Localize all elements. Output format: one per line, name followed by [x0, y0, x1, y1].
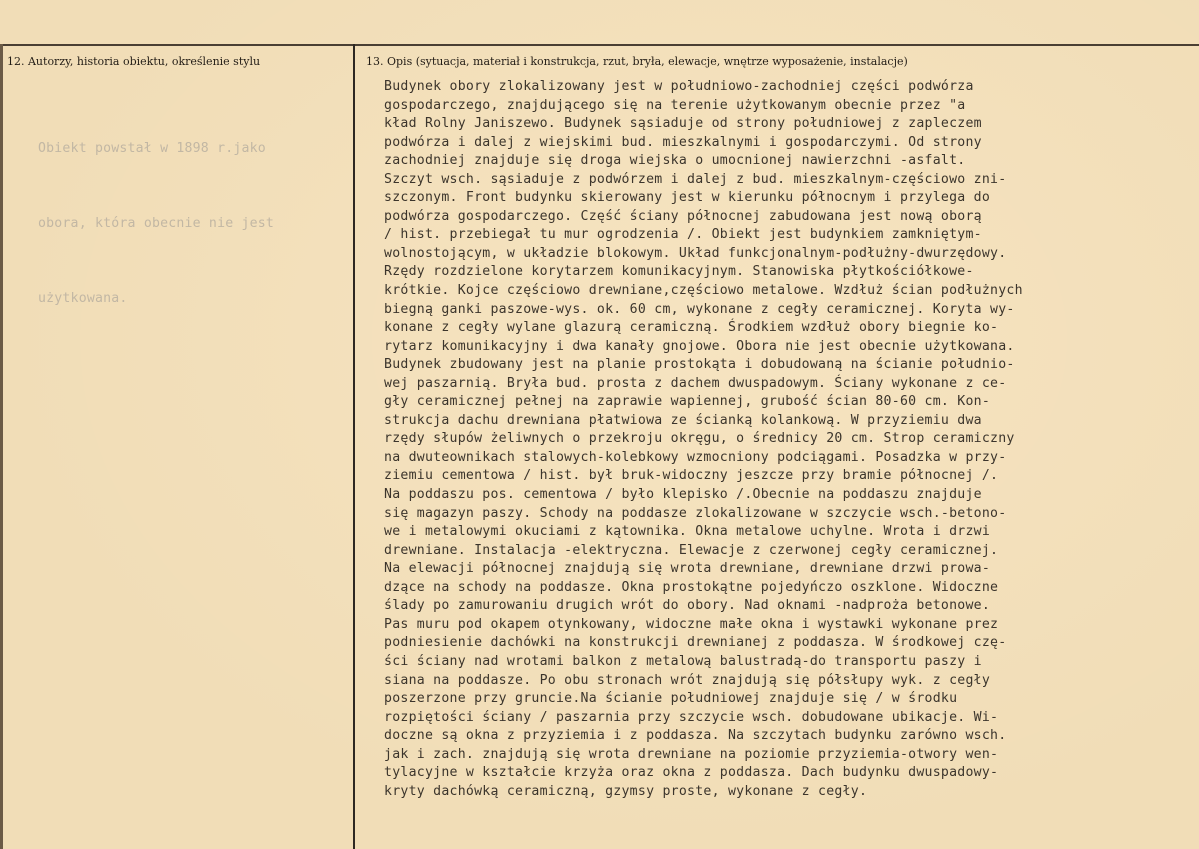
- section-13-body: [384, 78, 1194, 801]
- description-line: ślady po zamurowaniu drugich wrót do obory. Nad oknami -nadproża betonowe.: [384, 598, 991, 614]
- description-line: wolnostojącym, w układzie blokowym. Układ funkcjonalnym-podłużny-dwurzędowy.: [384, 245, 1007, 261]
- description-line: Na poddaszu pos. cementowa / było klepisko /.Obecnie na poddaszu znajduje: [384, 487, 982, 503]
- description-line: konane z cegły wylane glazurą ceramiczną. Środkiem wzdłuż obory biegnie ko-: [384, 320, 999, 336]
- description-line: Budynek zbudowany jest na planie prostokąta i dobudowaną na ścianie południo-: [384, 357, 1015, 373]
- description-line: tylacyjne w kształcie krzyża oraz okna z poddasza. Dach budynku dwuspadowy-: [384, 765, 999, 781]
- description-line: ści ściany nad wrotami balkon z metalową balustradą-do transportu paszy i: [384, 653, 982, 669]
- section-12-body: [38, 86, 338, 361]
- description-line: biegną ganki paszowe-wys. ok. 60 cm, wykonane z cegły ceramicznej. Koryta wy-: [384, 301, 1015, 317]
- section-12-line: użytkowana.: [38, 291, 128, 306]
- description-line: szczonym. Front budynku skierowany jest w kierunku północnym i przylega do: [384, 190, 991, 206]
- description-line: wej paszarnią. Bryła bud. prosta z dachem dwuspadowym. Ściany wykonane z ce-: [384, 375, 1007, 391]
- description-line: rzędy słupów żeliwnych o przekroju okręgu, o średnicy 20 cm. Strop ceramiczny: [384, 431, 1015, 447]
- description-line: podwórza gospodarczego. Część ściany północnej zabudowana jest nową oborą: [384, 208, 982, 224]
- section-12-line: Obiekt powstał w 1898 r.jako: [38, 141, 266, 156]
- description-line: kład Rolny Janiszewo. Budynek sąsiaduje od strony południowej z zapleczem: [384, 116, 982, 132]
- description-line: dzące na schody na poddasze. Okna prostokątne pojedyńczo oszklone. Widoczne: [384, 579, 999, 595]
- description-line: gły ceramicznej pełnej na zaprawie wapiennej, grubość ścian 80-60 cm. Kon-: [384, 394, 991, 410]
- description-line: poszerzone przy gruncie.Na ścianie południowej znajduje się / w środku: [384, 691, 958, 707]
- description-line: Na elewacji północnej znajdują się wrota drewniane, drewniane drzwi prowa-: [384, 561, 991, 577]
- description-line: strukcja dachu drewniana płatwiowa ze ścianką kolankową. W przyziemiu dwa: [384, 412, 982, 428]
- description-line: / hist. przebiegał tu mur ogrodzenia /. Obiekt jest budynkiem zamkniętym-: [384, 227, 982, 243]
- column-divider: [353, 44, 355, 849]
- description-line: na dwuteownikach stalowych-kolebkowy wzmocniony podciągami. Posadzka w przy-: [384, 449, 1007, 465]
- description-line: Pas muru pod okapem otynkowany, widoczne małe okna i wystawki wykonane prez: [384, 616, 999, 632]
- description-line: rozpiętości ściany / paszarnia przy szczycie wsch. dobudowane ubikacje. Wi-: [384, 709, 999, 725]
- left-edge-border: [0, 44, 3, 849]
- description-line: kryty dachówką ceramiczną, gzymsy proste, wykonane z cegły.: [384, 783, 868, 799]
- description-line: jak i zach. znajdują się wrota drewniane na poziomie przyziemia-otwory wen-: [384, 746, 999, 762]
- description-line: rytarz komunikacyjny i dwa kanały gnojowe. Obora nie jest obecnie użytkowana.: [384, 338, 1015, 354]
- section-12-line: obora, która obecnie nie jest: [38, 216, 275, 231]
- section-12-heading: 12. Autorzy, historia obiektu, określenie stylu: [7, 55, 261, 68]
- description-line: siana na poddasze. Po obu stronach wrót znajdują się półsłupy wyk. z cegły: [384, 672, 991, 688]
- description-line: Rzędy rozdzielone korytarzem komunikacyjnym. Stanowiska płytkościółkowe-: [384, 264, 974, 280]
- description-line: Szczyt wsch. sąsiaduje z podwórzem i dalej z bud. mieszkalnym-częściowo zni-: [384, 171, 1007, 187]
- description-line: gospodarczego, znajdującego się na terenie użytkowanym obecnie przez "a: [384, 97, 966, 113]
- description-line: Budynek obory zlokalizowany jest w południowo-zachodniej części podwórza: [384, 79, 974, 94]
- description-line: się magazyn paszy. Schody na poddasze zlokalizowane w szczycie wsch.-betono-: [384, 505, 1007, 521]
- top-rule-divider: [0, 44, 1199, 46]
- description-line: zachodniej znajduje się droga wiejska o umocnionej nawierzchni -asfalt.: [384, 153, 966, 169]
- description-line: krótkie. Kojce częściowo drewniane,częściowo metalowe. Wzdłuż ścian podłużnych: [384, 283, 1023, 299]
- description-line: podniesienie dachówki na konstrukcji drewnianej z poddasza. W środkowej czę-: [384, 635, 1007, 651]
- description-line: drewniane. Instalacja -elektryczna. Elewacje z czerwonej cegły ceramicznej.: [384, 542, 999, 558]
- description-line: we i metalowymi okuciami z kątownika. Okna metalowe uchylne. Wrota i drzwi: [384, 524, 991, 540]
- description-line: doczne są okna z przyziemia i z poddasza. Na szczytach budynku zarówno wsch.: [384, 728, 1007, 744]
- description-line: ziemiu cementowa / hist. był bruk-widoczny jeszcze przy bramie północnej /.: [384, 468, 999, 484]
- description-line: podwórza i dalej z wiejskimi bud. mieszkalnymi i gospodarczymi. Od strony: [384, 134, 982, 150]
- section-13-heading: 13. Opis (sytuacja, materiał i konstrukcja, rzut, bryła, elewacje, wnętrze wyposażenie, instalacje): [366, 55, 908, 68]
